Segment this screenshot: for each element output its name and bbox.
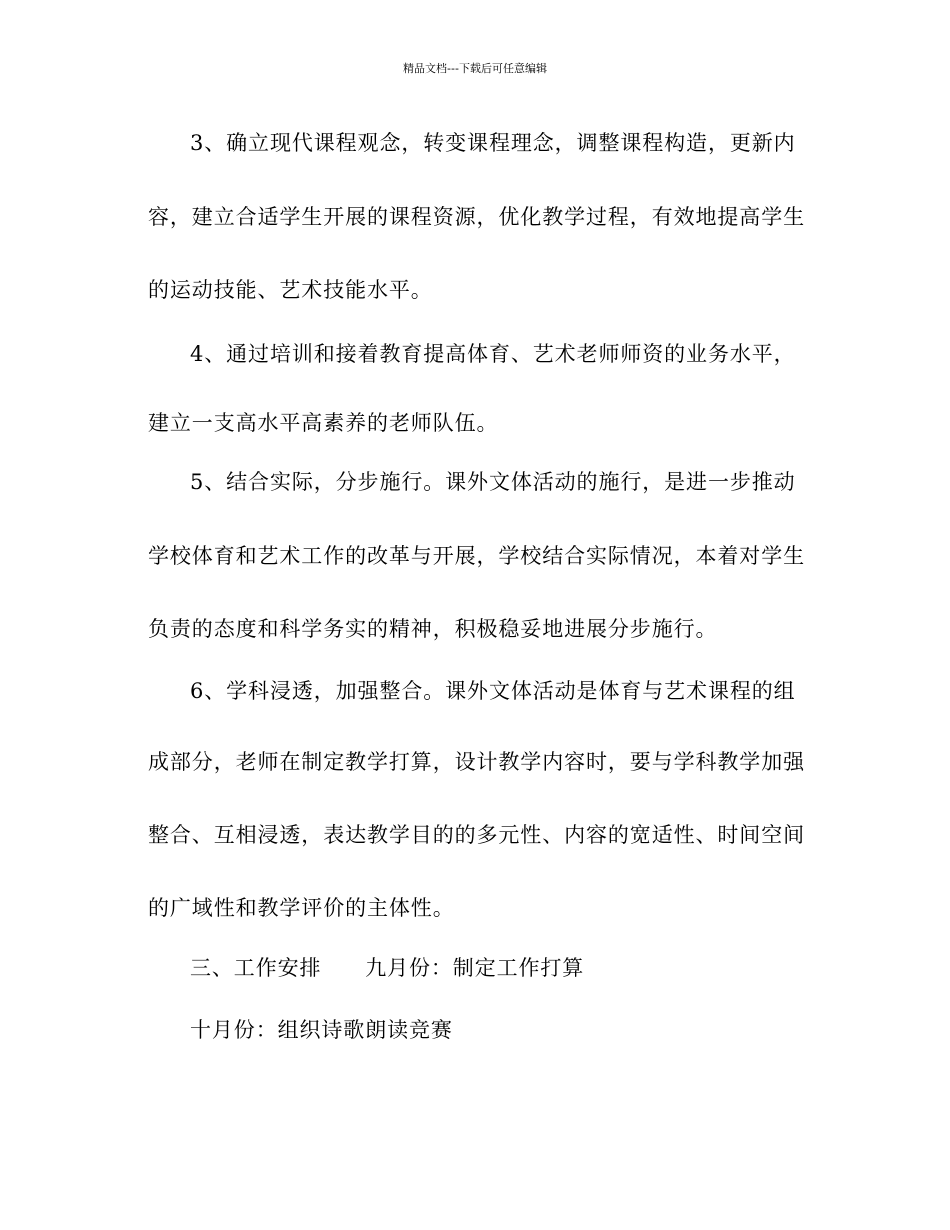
- paragraph-line: 6、学科浸透，加强整合。课外文体活动是体育与艺术课程的组: [190, 679, 796, 703]
- paragraph-line: 容，建立合适学生开展的课程资源，优化教学过程，有效地提高学生: [148, 205, 805, 229]
- paragraph-line: 5、结合实际，分步施行。课外文体活动的施行，是进一步推动: [190, 470, 796, 494]
- paragraph-line: 3、确立现代课程观念，转变课程理念，调整课程构造，更新内: [190, 131, 796, 155]
- paragraph-line: 十月份：组织诗歌朗读竞赛: [190, 1018, 453, 1042]
- section-heading: 三、工作安排 九月份：制定工作打算: [190, 956, 585, 980]
- paragraph-line: 成部分，老师在制定教学打算，设计教学内容时，要与学科教学加强: [148, 750, 805, 774]
- paragraph-line: 建立一支高水平高素养的老师队伍。: [148, 411, 499, 435]
- paragraph-line: 的广域性和教学评价的主体性。: [148, 896, 455, 920]
- paragraph-line: 4、通过培训和接着教育提高体育、艺术老师师资的业务水平，: [190, 342, 796, 366]
- paragraph-line: 负责的态度和科学务实的精神，积极稳妥地进展分步施行。: [148, 617, 718, 641]
- page-header: 精品文档---下载后可任意编辑: [403, 62, 547, 75]
- paragraph-line: 学校体育和艺术工作的改革与开展，学校结合实际情况，本着对学生: [148, 544, 805, 568]
- paragraph-line: 的运动技能、艺术技能水平。: [148, 278, 433, 302]
- paragraph-line: 整合、互相浸透，表达教学目的的多元性、内容的宽适性、时间空间: [148, 823, 805, 847]
